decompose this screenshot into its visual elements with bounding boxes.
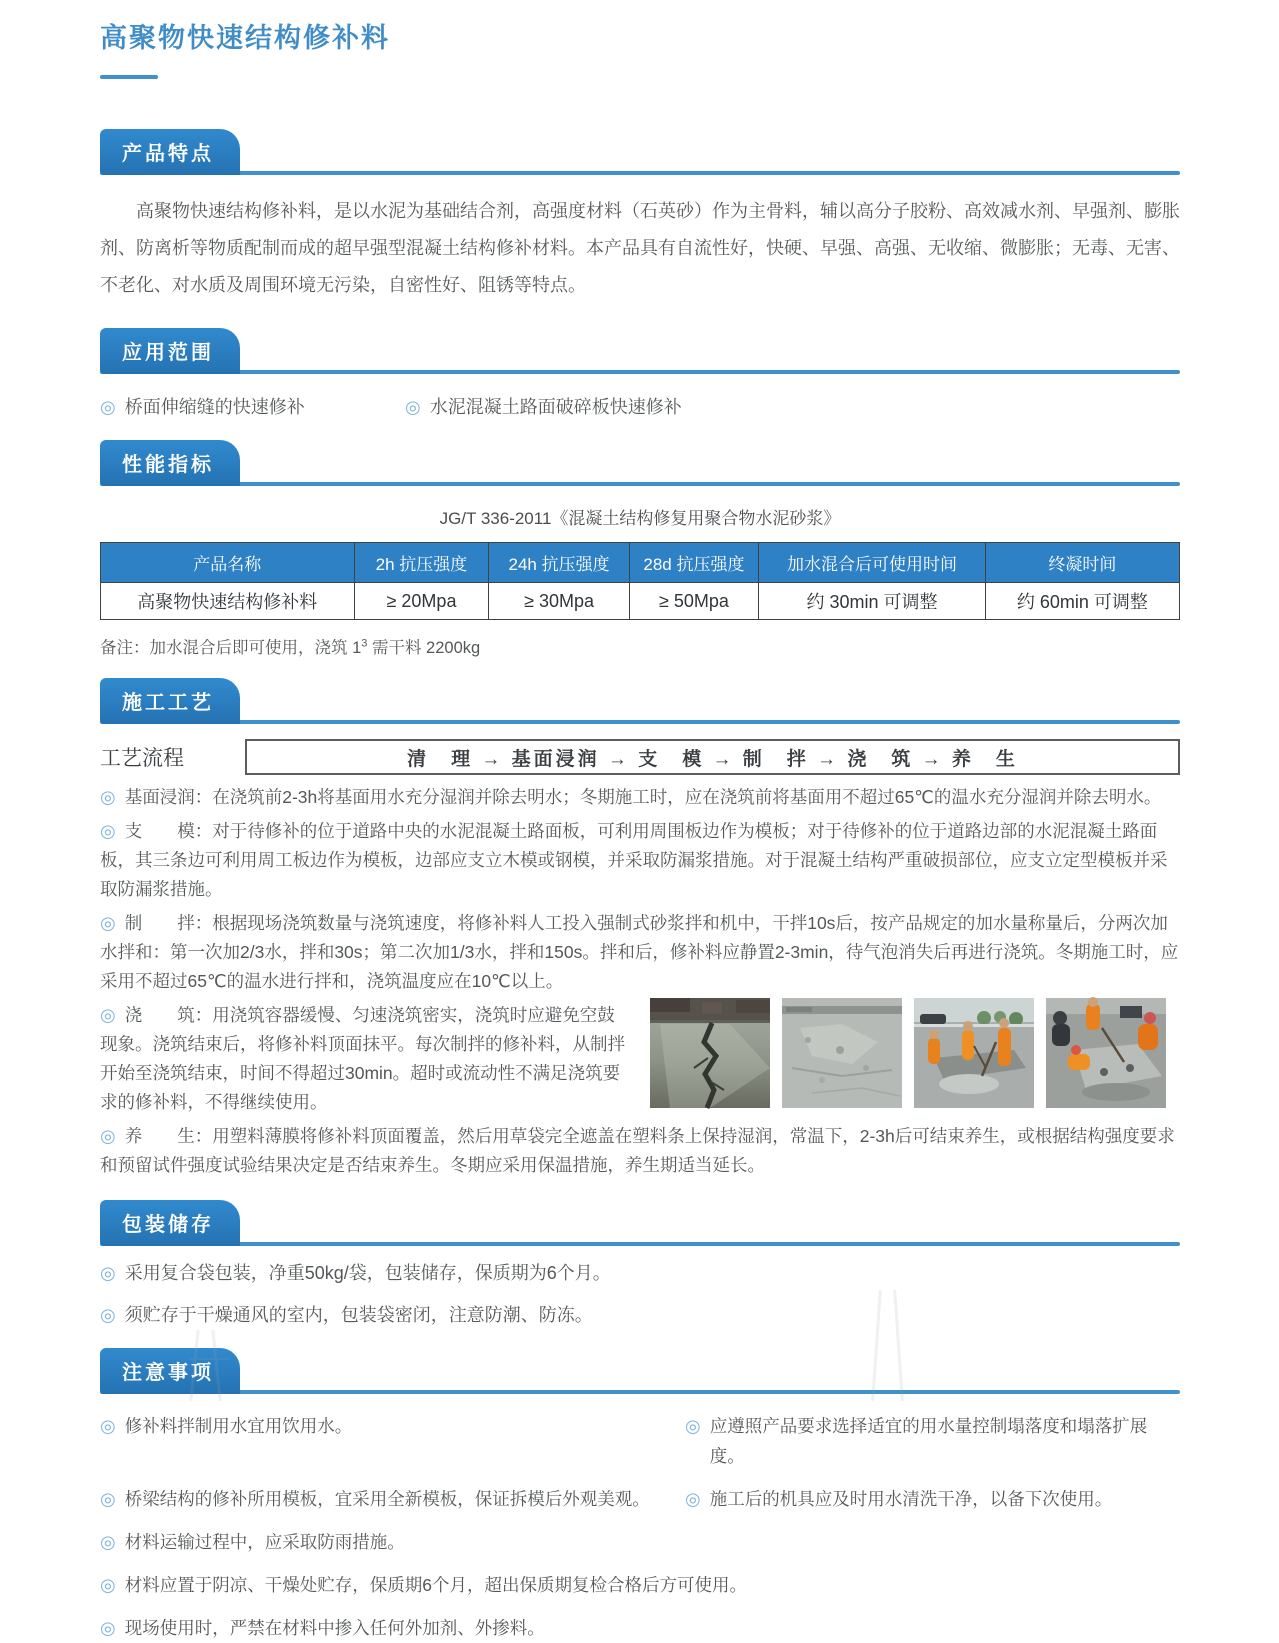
ring-bullet-icon: ◎ — [100, 1489, 116, 1509]
note-item: ◎ 施工后的机具应及时用水清洗干净，以备下次使用。 — [685, 1484, 1112, 1514]
notes-row — [100, 1398, 1180, 1471]
ring-bullet-icon: ◎ — [100, 1532, 116, 1552]
watermark-bridge-pylon — [865, 1290, 915, 1401]
section-header-storage — [100, 1206, 1180, 1246]
process-flow-box: 清 理 → 基面浸润 → 支 模 → 制 拌 → 浇 筑 → 养 生 — [245, 739, 1180, 775]
performance-table — [100, 542, 1180, 620]
section-header-notes — [100, 1354, 1180, 1394]
step-pouring: ◎ 浇 筑：用浇筑容器缓慢、匀速浇筑密实，浇筑时应避免空鼓现象。浇筑结束后，将修补料顶面抹平。每次制拌的修补料，从制拌开始至浇筑结束，时间不得超过30min。超时或流动性不满足浇筑要求的修补料，不得继续使用。 — [100, 1005, 625, 1112]
ring-bullet-icon: ◎ — [685, 1416, 701, 1436]
ring-bullet-icon: ◎ — [100, 913, 116, 933]
section-header-features — [100, 135, 1180, 175]
application-item-label: 桥面伸缩缝的快速修补 — [124, 397, 305, 417]
photo-road-repair-workers — [914, 998, 1034, 1108]
notes-row — [100, 1471, 1180, 1514]
storage-item — [100, 1258, 1180, 1288]
note-item: ◎ 修补料拌制用水宜用饮用水。 — [100, 1411, 685, 1471]
section-badge-construction: 施工工艺 — [100, 678, 240, 724]
features-paragraph: 高聚物快速结构修补料，是以水泥为基础结合剂，高强度材料（石英砂）作为主骨料，辅以高分子胶粉、高效减水剂、早强剂、膨胀剂、防离析等物质配制而成的超早强型混凝土结构修补材料。本产品具有自流性好，快硬、早强、高强、无收缩、微膨胀；无毒、无害、不老化、对水质及周围环境无污染，自密性好、阻锈等特点。 — [100, 201, 1180, 295]
process-flow-row — [100, 739, 1180, 775]
section-badge-storage: 包装储存 — [100, 1200, 240, 1246]
photo-cracked-pavement — [650, 998, 770, 1108]
col-header-2h-strength: 2h 抗压强度 — [354, 543, 489, 583]
application-items-row — [100, 392, 1180, 422]
page-title: 高聚物快速结构修补料 — [100, 23, 390, 53]
ring-bullet-icon: ◎ — [100, 821, 116, 841]
section-header-construction — [100, 684, 1180, 724]
section-header-line — [100, 171, 1180, 175]
storage-item-label: 须贮存于干燥通风的室内，包装袋密闭，注意防潮、防冻。 — [124, 1305, 593, 1325]
cell-final-set-time: 约 60min 可调整 — [985, 583, 1179, 620]
superscript-3: 3 — [361, 637, 368, 650]
section-header-line — [100, 1390, 1180, 1394]
table-header-row — [101, 543, 1180, 583]
cell-usable-time: 约 30min 可调整 — [759, 583, 986, 620]
ring-bullet-icon: ◎ — [100, 787, 116, 807]
note-item: ◎ 桥梁结构的修补所用模板，宜采用全新模板，保证拆模后外观美观。 — [100, 1484, 685, 1514]
step-curing: ◎ 养 生：用塑料薄膜将修补料顶面覆盖，然后用草袋完全遮盖在塑料条上保持湿润，常温下，2-3h后可结束养生，或根据结构强度要求和预留试件强度试验结果决定是否结束养生。冬期应采用保温措施，养生期适当延长。 — [100, 1126, 1175, 1175]
section-header-line — [100, 1242, 1180, 1246]
application-item-label: 水泥混凝土路面破碎板快速修补 — [429, 397, 682, 417]
ring-bullet-icon: ◎ — [100, 1618, 116, 1638]
step-formwork: ◎ 支 模：对于待修补的位于道路中央的水泥混凝土路面板，可利用周围板边作为模板；对于待修补的位于道路边部的水泥混凝土路面板，其三条边可利用周工板边作为模板，边部应支立木模或钢模，并采取防漏浆措施。对于混凝土结构严重破损部位，应支立定型模板并采取防漏浆措施。 — [100, 821, 1168, 899]
col-header-24h-strength: 24h 抗压强度 — [489, 543, 629, 583]
standard-reference: JG/T 336-2011《混凝土结构修复用聚合物水泥砂浆》 — [439, 509, 841, 528]
section-badge-features: 产品特点 — [100, 129, 240, 175]
table-row — [101, 583, 1180, 620]
storage-items — [100, 1258, 1180, 1330]
construction-photo-strip — [650, 998, 1166, 1108]
cell-2h-strength: ≥ 20Mpa — [354, 583, 489, 620]
section-header-line — [100, 370, 1180, 374]
note-item: ◎ 材料应置于阴凉、干燥处贮存，保质期6个月，超出保质期复检合格后方可使用。 — [100, 1570, 1180, 1600]
section-badge-notes: 注意事项 — [100, 1348, 240, 1394]
ring-bullet-icon: ◎ — [100, 1263, 116, 1283]
ring-bullet-icon: ◎ — [100, 1005, 116, 1025]
title-underline — [100, 75, 158, 79]
ring-bullet-icon: ◎ — [100, 1126, 116, 1146]
ring-bullet-icon: ◎ — [100, 397, 116, 417]
notes-list — [100, 1398, 1180, 1643]
step-mixing: ◎ 制 拌：根据现场浇筑数量与浇筑速度，将修补料人工投入强制式砂浆拌和机中，干拌10s后，按产品规定的加水量称量后，分两次加水拌和：第一次加2/3水，拌和30s；第二次加1/3水，拌和150s。拌和后，修补料应静置2-3min，待气泡消失后再进行浇筑。冬期施工时，应采用不超过65℃的温水进行拌和，浇筑温度应在10℃以上。 — [100, 913, 1179, 991]
step-surface-wetting: ◎ 基面浸润：在浇筑前2-3h将基面用水充分湿润并除去明水；冬期施工时，应在浇筑前将基面用不超过65℃的温水充分湿润并除去明水。 — [100, 787, 1162, 807]
process-flow-label: 工艺流程 — [100, 747, 184, 770]
note-item: ◎ 现场使用时，严禁在材料中掺入任何外加剂、外掺料。 — [100, 1613, 1180, 1643]
cell-24h-strength: ≥ 30Mpa — [489, 583, 629, 620]
section-header-line — [100, 482, 1180, 486]
col-header-product-name: 产品名称 — [101, 543, 355, 583]
photo-broken-slab — [782, 998, 902, 1108]
construction-steps — [100, 783, 1180, 1180]
col-header-28d-strength: 28d 抗压强度 — [629, 543, 758, 583]
ring-bullet-icon: ◎ — [100, 1305, 116, 1325]
section-header-performance — [100, 446, 1180, 486]
table-footnote: 备注：加水混合后即可使用，浇筑 $1^3$ 需干料 2200kg — [100, 637, 481, 657]
application-item — [405, 392, 682, 422]
ring-bullet-icon: ◎ — [100, 1575, 116, 1595]
cell-28d-strength: ≥ 50Mpa — [629, 583, 758, 620]
note-item: ◎ 材料运输过程中，应采取防雨措施。 — [100, 1527, 1180, 1557]
section-badge-application: 应用范围 — [100, 328, 240, 374]
watermark-bridge-pylon — [185, 1330, 235, 1401]
application-item — [100, 392, 405, 422]
section-header-application — [100, 334, 1180, 374]
ring-bullet-icon: ◎ — [685, 1489, 701, 1509]
section-badge-performance: 性能指标 — [100, 440, 240, 486]
photo-pouring-repair-workers — [1046, 998, 1166, 1108]
ring-bullet-icon: ◎ — [405, 397, 421, 417]
ring-bullet-icon: ◎ — [100, 1416, 116, 1436]
storage-item-label: 采用复合袋包装，净重50kg/袋，包装储存，保质期为6个月。 — [124, 1263, 611, 1283]
note-item: ◎ 应遵照产品要求选择适宜的用水量控制塌落度和塌落扩展度。 — [685, 1411, 1180, 1471]
col-header-usable-time: 加水混合后可使用时间 — [759, 543, 986, 583]
section-header-line — [100, 720, 1180, 724]
col-header-final-set-time: 终凝时间 — [985, 543, 1179, 583]
cell-product-name: 高聚物快速结构修补料 — [101, 583, 355, 620]
storage-item — [100, 1300, 1180, 1330]
